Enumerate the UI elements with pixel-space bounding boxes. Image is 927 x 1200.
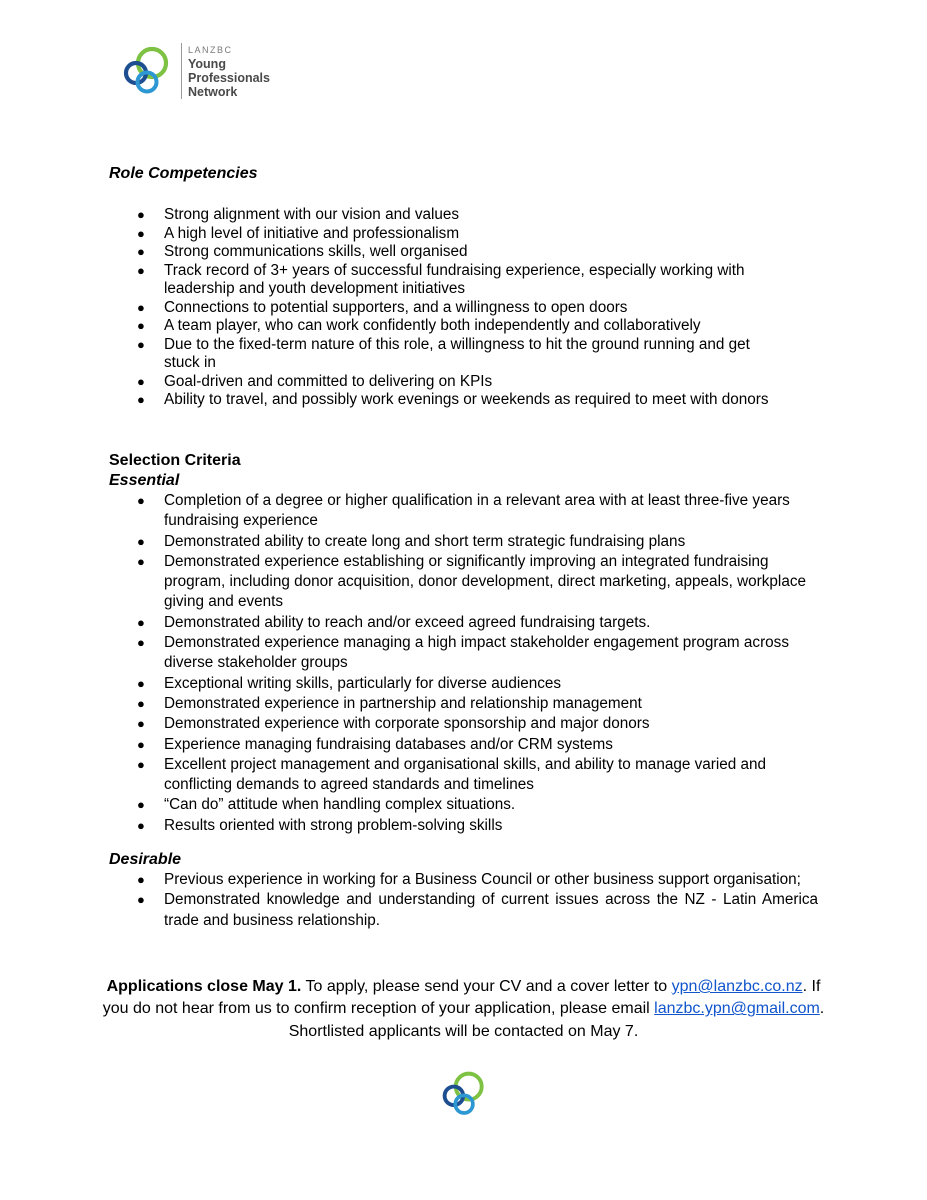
list-item-text: Demonstrated ability to create long and short term strategic fundraising plans [164,532,686,550]
list-item: ● Demonstrated experience with corporate sponsorship and major donors [137,715,650,733]
logo-org-small: LANZBC [188,45,233,55]
list-item-text: Strong communications skills, well organised [164,243,468,260]
list-item: ● “Can do” attitude when handling complex situations. [137,796,516,814]
list-item-text: Demonstrated knowledge and understanding of current issues across the NZ - Latin America trade and business relationship. [164,891,818,929]
list-item-text: Completion of a degree or higher qualification in a relevant area with at least three-five years fundraising experience [164,492,790,530]
list-item-text: Exceptional writing skills, particularly for diverse audiences [164,674,562,692]
role-competencies-list [0,206,784,410]
list-item: ● Connections to potential supporters, and a willingness to open doors [137,298,628,316]
list-item: ● Demonstrated ability to reach and/or exceed agreed fundraising targets. [137,613,651,631]
list-item-text: Strong alignment with our vision and values [164,206,460,223]
list-item: ● Goal-driven and committed to delivering on KPIs [137,372,493,390]
list-item: ● Demonstrated experience managing a high impact stakeholder engagement program across diverse stakeholder groups [137,634,789,672]
list-item-text: Demonstrated experience establishing or significantly improving an integrated fundraising program, including donor acquisition, donor development, direct marketing, appeals, workplace giving and events [164,552,806,611]
list-item-text: Excellent project management and organisational skills, and ability to manage varied and conflicting demands to agreed standards and timelines [164,755,767,794]
list-item-text: Track record of 3+ years of successful fundraising experience, especially working with leadership and youth development initiatives [164,261,745,297]
list-item-text: A team player, who can work confidently both independently and collaboratively [164,317,701,334]
email-link-ypn[interactable]: ypn@lanzbc.co.nz [671,978,803,995]
list-item-text: Demonstrated experience in partnership and relationship management [164,694,642,712]
ypn-rings-logo-icon [440,1068,490,1120]
list-item-text: Connections to potential supporters, and a willingness to open doors [164,298,628,316]
logo-line-1: Young [188,57,226,71]
closing-text-2: . If you do not hear from us to confirm reception of your application, please email [102,978,821,1018]
ypn-rings-logo-icon [121,44,175,98]
list-item: ● Track record of 3+ years of successful fundraising experience, especially working with leadership and youth development initiatives [137,261,745,297]
list-item-text: Demonstrated experience with corporate sponsorship and major donors [164,715,650,733]
logo-line-2: Professionals [188,71,270,85]
list-item: ● Experience managing fundraising databases and/or CRM systems [137,735,613,753]
list-item: ● Ability to travel, and possibly work evenings or weekends as required to meet with donors [137,391,769,408]
list-item-text: Previous experience in working for a Business Council or other business support organisation; [164,871,801,888]
list-item: ● Due to the fixed-term nature of this role, a willingness to hit the ground running and get stuck in [137,335,750,371]
list-item: ● Results oriented with strong problem-solving skills [137,816,503,834]
selection-criteria-heading: Selection Criteria [109,452,241,469]
applications-close-text: Applications close May 1. [106,978,302,995]
desirable-criteria-list [0,870,818,931]
list-item-text: Demonstrated experience managing a high impact stakeholder engagement program across diverse stakeholder groups [164,634,789,672]
list-item: ● Strong communications skills, well organised [137,243,468,260]
list-item-text: Experience managing fundraising databases and/or CRM systems [164,735,613,753]
list-item: ● Excellent project management and organisational skills, and ability to manage varied and conflicting demands to agreed standards and timelines [137,755,767,794]
footer-logo [440,1068,490,1125]
list-item: ● A team player, who can work confidently both independently and collaboratively [137,317,701,334]
essential-criteria-list [0,491,818,836]
closing-text-1: To apply, please send your CV and a cover letter to [301,978,672,995]
list-item: ● Completion of a degree or higher qualification in a relevant area with at least three-five years fundraising experience [137,492,790,530]
list-item-text: Demonstrated ability to reach and/or exceed agreed fundraising targets. [164,613,651,631]
list-item-text: Due to the fixed-term nature of this role, a willingness to hit the ground running and get stuck in [164,335,750,371]
logo-wordmark [181,43,270,99]
list-item: ● Exceptional writing skills, particularly for diverse audiences [137,674,562,692]
closing-text-3: . Shortlisted applicants will be contacted on May 7. [288,1000,825,1040]
desirable-heading: Desirable [109,851,182,868]
logo-line-3: Network [188,85,238,99]
application-instructions [100,976,827,1043]
list-item: ● Demonstrated ability to create long and short term strategic fundraising plans [137,532,686,550]
list-item-text: Goal-driven and committed to delivering on KPIs [164,372,493,390]
list-item: ● Demonstrated knowledge and understanding of current issues across the NZ - Latin America trade and business relationship. [137,891,818,929]
list-item-text: Ability to travel, and possibly work evenings or weekends as required to meet with donors [164,391,769,408]
list-item: ● Strong alignment with our vision and values [137,206,460,223]
list-item: ● Demonstrated experience establishing or significantly improving an integrated fundraising program, including donor acquisition, donor development, direct marketing, appeals, workplace giving and events [137,552,806,611]
list-item: ● A high level of initiative and professionalism [137,224,460,242]
essential-heading: Essential [109,472,180,489]
list-item-text: A high level of initiative and professionalism [164,224,460,242]
list-item: ● Demonstrated experience in partnership and relationship management [137,694,642,712]
header-logo [121,43,270,99]
list-item: ● Previous experience in working for a Business Council or other business support organisation; [137,871,801,888]
email-link-gmail[interactable]: lanzbc.ypn@gmail.com [654,1000,820,1018]
role-competencies-heading: Role Competencies [109,165,258,182]
list-item-text: Results oriented with strong problem-solving skills [164,816,503,834]
list-item-text: “Can do” attitude when handling complex situations. [164,796,516,814]
